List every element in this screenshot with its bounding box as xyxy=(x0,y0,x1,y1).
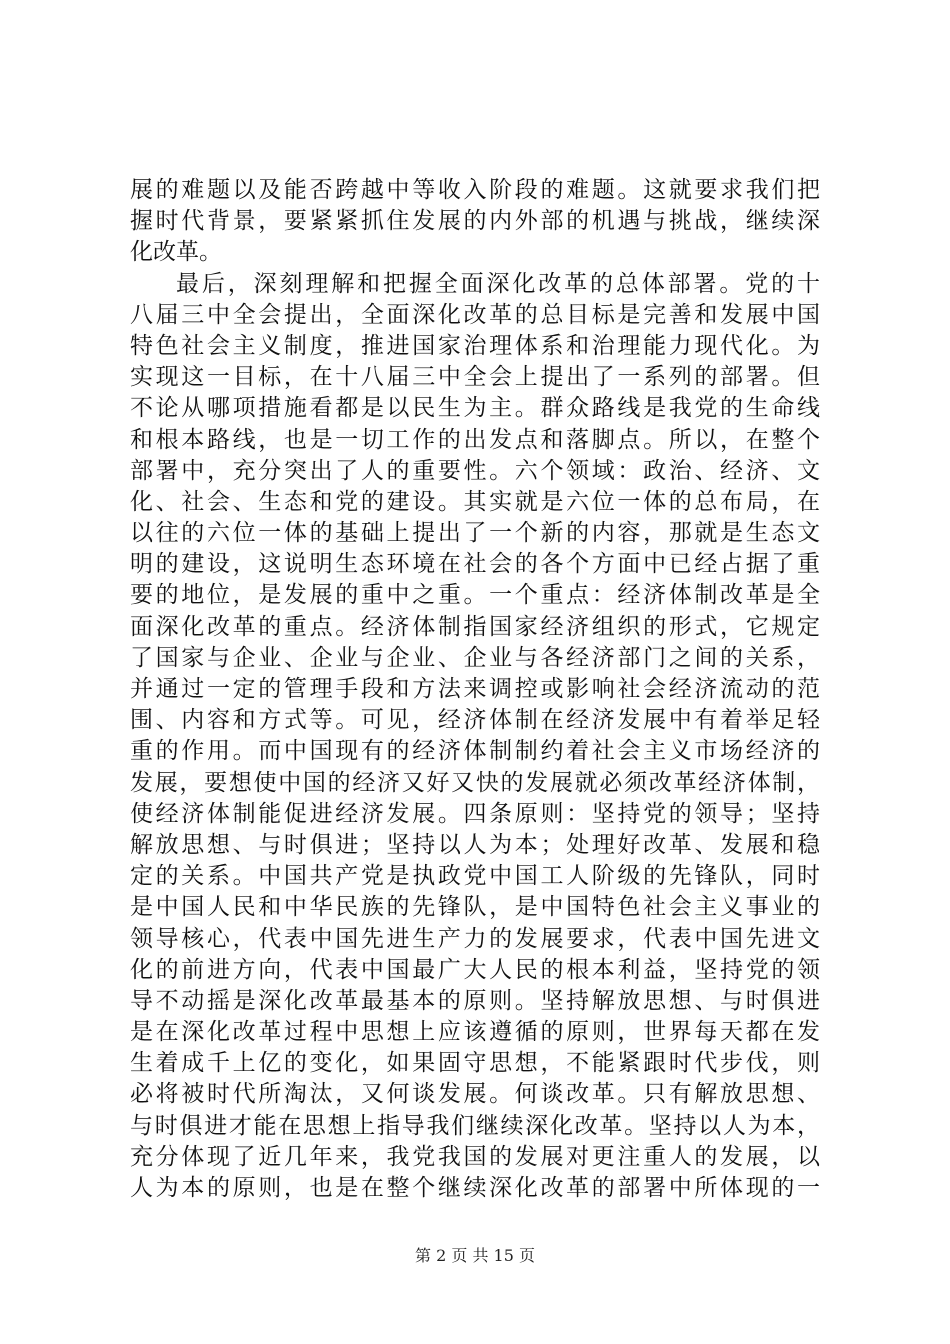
text-line: 化、社会、生态和党的建设。其实就是六位一体的总布局，在 xyxy=(130,488,820,515)
text-line: 握时代背景，要紧紧抓住发展的内外部的机遇与挑战，继续深 xyxy=(130,208,820,235)
text-line: 领导核心，代表中国先进生产力的发展要求，代表中国先进文 xyxy=(130,925,820,952)
text-line: 了国家与企业、企业与企业、企业与各经济部门之间的关系， xyxy=(130,644,820,671)
text-line: 导不动摇是深化改革最基本的原则。坚持解放思想、与时俱进 xyxy=(130,987,820,1014)
text-line: 解放思想、与时俱进；坚持以人为本；处理好改革、发展和稳 xyxy=(130,831,820,858)
text-line: 面深化改革的重点。经济体制指国家经济组织的形式，它规定 xyxy=(130,613,820,640)
text-line: 特色社会主义制度，推进国家治理体系和治理能力现代化。为 xyxy=(130,332,820,359)
text-line: 定的关系。中国共产党是执政党中国工人阶级的先锋队，同时 xyxy=(130,863,820,890)
text-line: 明的建设，这说明生态环境在社会的各个方面中已经占据了重 xyxy=(130,551,820,578)
text-line: 必将被时代所淘汰，又何谈发展。何谈改革。只有解放思想、 xyxy=(130,1081,820,1108)
text-line: 以往的六位一体的基础上提出了一个新的内容，那就是生态文 xyxy=(130,520,820,547)
text-line: 和根本路线，也是一切工作的出发点和落脚点。所以，在整个 xyxy=(130,426,820,453)
text-line: 是中国人民和中华民族的先锋队，是中国特色社会主义事业的 xyxy=(130,894,820,921)
text-line: 充分体现了近几年来，我党我国的发展对更注重人的发展，以 xyxy=(130,1143,820,1170)
text-line: 发展，要想使中国的经济又好又快的发展就必须改革经济体制， xyxy=(130,769,820,796)
page-footer xyxy=(0,1243,950,1266)
text-line: 重的作用。而中国现有的经济体制制约着社会主义市场经济的 xyxy=(130,738,820,765)
text-line: 化改革。 xyxy=(130,239,222,266)
text-line: 展的难题以及能否跨越中等收入阶段的难题。这就要求我们把 xyxy=(130,177,820,203)
text-line: 并通过一定的管理手段和方法来调控或影响社会经济流动的范 xyxy=(130,676,820,702)
text-line: 与时俱进才能在思想上指导我们继续深化改革。坚持以人为本， xyxy=(130,1112,820,1139)
text-line: 人为本的原则，也是在整个继续深化改革的部署中所体现的一 xyxy=(130,1175,820,1201)
text-line: 化的前进方向，代表中国最广大人民的根本利益，坚持党的领 xyxy=(130,956,820,983)
paragraph-start-line: 最后，深刻理解和把握全面深化改革的总体部署。党的十 xyxy=(176,270,820,297)
text-line: 使经济体制能促进经济发展。四条原则：坚持党的领导；坚持 xyxy=(130,800,820,827)
text-line: 围、内容和方式等。可见，经济体制在经济发展中有着举足轻 xyxy=(130,707,820,734)
text-line: 不论从哪项措施看都是以民生为主。群众路线是我党的生命线 xyxy=(130,395,820,422)
text-line: 生着成千上亿的变化，如果固守思想，不能紧跟时代步伐，则 xyxy=(130,1050,820,1077)
text-line: 八届三中全会提出，全面深化改革的总目标是完善和发展中国 xyxy=(130,301,820,328)
text-line: 是在深化改革过程中思想上应该遵循的原则，世界每天都在发 xyxy=(130,1019,820,1046)
page-number-label: 第 2 页 共 15 页 xyxy=(415,1246,535,1265)
text-line: 实现这一目标，在十八届三中全会上提出了一系列的部署。但 xyxy=(130,364,820,391)
text-line: 要的地位，是发展的重中之重。一个重点：经济体制改革是全 xyxy=(130,582,820,609)
body-text xyxy=(130,175,820,1204)
text-line: 部署中，充分突出了人的重要性。六个领域：政治、经济、文 xyxy=(130,457,820,484)
